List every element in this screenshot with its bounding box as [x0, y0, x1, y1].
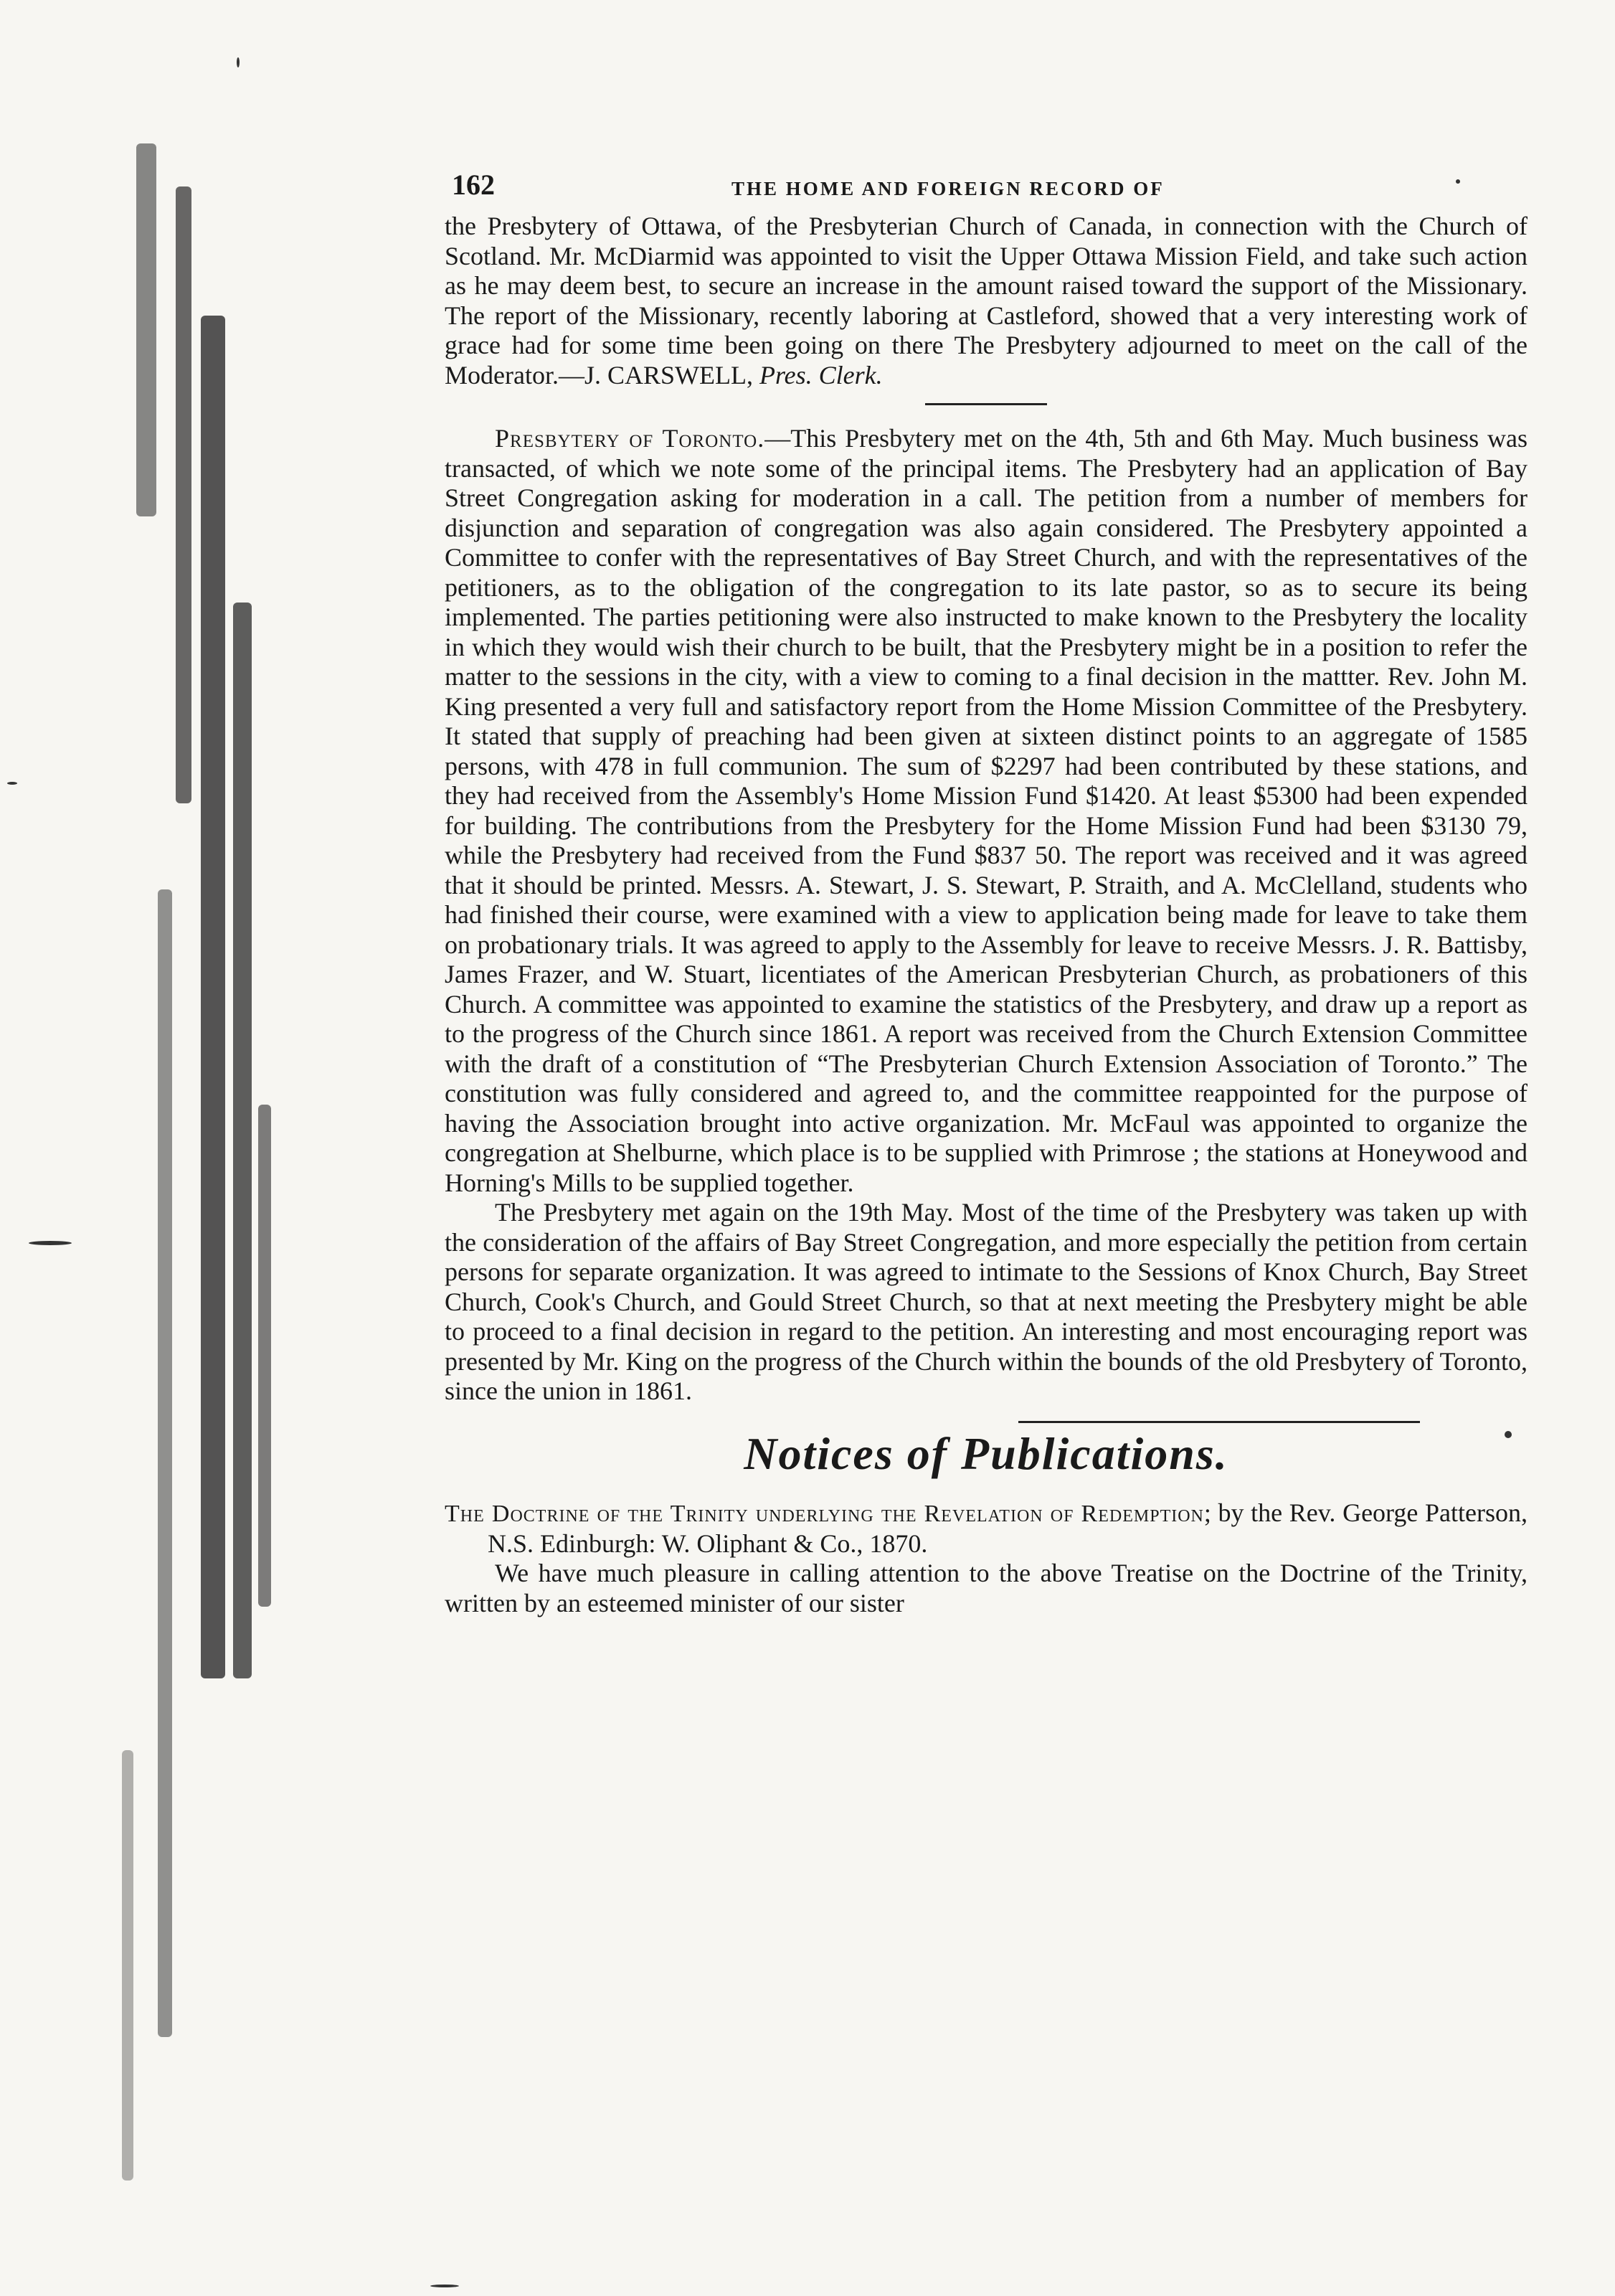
- clerk-signature: Pres. Clerk.: [759, 360, 883, 389]
- page-header: [445, 161, 1528, 212]
- paragraph-ottawa: [445, 212, 1528, 390]
- separator-rule: [925, 403, 1047, 405]
- running-head: THE HOME AND FOREIGN RECORD OF: [731, 178, 1165, 199]
- binding-shadow: [108, 100, 294, 2267]
- book-title: The Doctrine of the Trinity underlying the Revelation of Redemption: [445, 1501, 1204, 1527]
- page-body: [445, 161, 1528, 1618]
- paragraph-toronto-lead: Presbytery of Toronto.: [495, 424, 765, 453]
- scan-speck: [430, 2285, 459, 2287]
- section-rule: [1018, 1421, 1420, 1423]
- scan-speck: [29, 1241, 72, 1245]
- section-heading: Notices of Publications.: [744, 1427, 1228, 1479]
- paragraph-toronto-text: —This Presbytery met on the 4th, 5th and 6th May. Much business was transacted, of which we note some of the principal items. The Presbytery had an application of Bay Street Congregation asking for moderation in a call. The petition from a number of members for disjunction and separation of congregation was also again considered. The Presbytery appointed a Committee to confer with the representatives of Bay Street Church, and with the representatives of the petitioners, as to the obligation of the congregation to its late pastor, so as to secure its being implemented. The parties petitioning were also instructed to make known to the Presbytery the locality in which they would wish their church to be built, that the Presbytery might be in a position to refer the matter to the sessions in the city, with a view to coming to a final decision in the mattter. Rev. John M. King presented a very full and satisfactory report from the Home Mission Committee of the Presbytery. It stated that supply of preaching had been given at sixteen distinct points to an aggregate of 1585 persons, with 478 in full communion. The sum of $2297 had been contributed by these stations, and they had received from the Assembly's Home Mission Fund $1420. At least $5300 had been expended for building. The contributions from the Presbytery for the Home Mission Fund had been $3130 79, while the Presbytery had received from the Fund $837 50. The report was received and it was agreed that it should be printed. Messrs. A. Stewart, J. S. Stewart, P. Straith, and A. McClelland, students who had finished their course, were examined with a view to application being made for leave to take them on probationary trials. It was agreed to apply to the Assembly for leave to receive Messrs. J. R. Battisby, James Frazer, and W. Stuart, licentiates of the American Presbyterian Church, as probationers of this Church. A committee was appointed to examine the statistics of the Presbytery, and draw up a report as to the progress of the Church since 1861. A report was received from the Church Extension Committee with the draft of a constitution of “The Presbyterian Church Extension Association of Toronto.” The constitution was fully considered and agreed to, and the committee reappointed for the purpose of having the Association brought into active organization. Mr. McFaul was appointed to organize the congregation at Shelburne, which place is to be supplied with Primrose ; the stations at Honeywood and Horning's Mills to be supplied together.: [445, 424, 1528, 1197]
- review-paragraph: We have much pleasure in calling attention to the above Treatise on the Doctrine of the Trinity, written by an esteemed minister of our sister: [445, 1559, 1528, 1617]
- page-number: 162: [452, 169, 495, 201]
- scan-speck: [7, 782, 17, 785]
- paragraph-ottawa-text: the Presbytery of Ottawa, of the Presbyterian Church of Canada, in connection with the Church of Scotland. Mr. McDiarmid was appointed to visit the Upper Ottawa Mission Field, and take such action as he may deem best, to secure an increase in the amount raised toward the support of the Missionary. The report of the Missionary, recently laboring at Castleford, showed that a very interesting work of grace had for some time been going on there The Presbytery adjourned to meet on the call of the Moderator.—J. CARSWELL,: [445, 212, 1528, 389]
- book-details: ; by the Rev. George Patterson, N.S. Edinburgh: W. Oliphant & Co., 1870.: [488, 1498, 1528, 1558]
- paragraph-toronto: [445, 424, 1528, 1198]
- paragraph-second-meeting: The Presbytery met again on the 19th May. Most of the time of the Presbytery was taken up with the consideration of the affairs of Bay Street Congregation, and more especially the petition from certain persons for separate organization. It was agreed to intimate to the Sessions of Knox Church, Bay Street Church, Cook's Church, and Gould Street Church, so that at next meeting the Presbytery might be able to proceed to a final decision in regard to the petition. An interesting and most encouraging report was presented by Mr. King on the progress of the Church within the bounds of the old Presbytery of Toronto, since the union in 1861.: [445, 1198, 1528, 1405]
- book-citation: [445, 1498, 1528, 1559]
- scan-speck: [237, 57, 240, 67]
